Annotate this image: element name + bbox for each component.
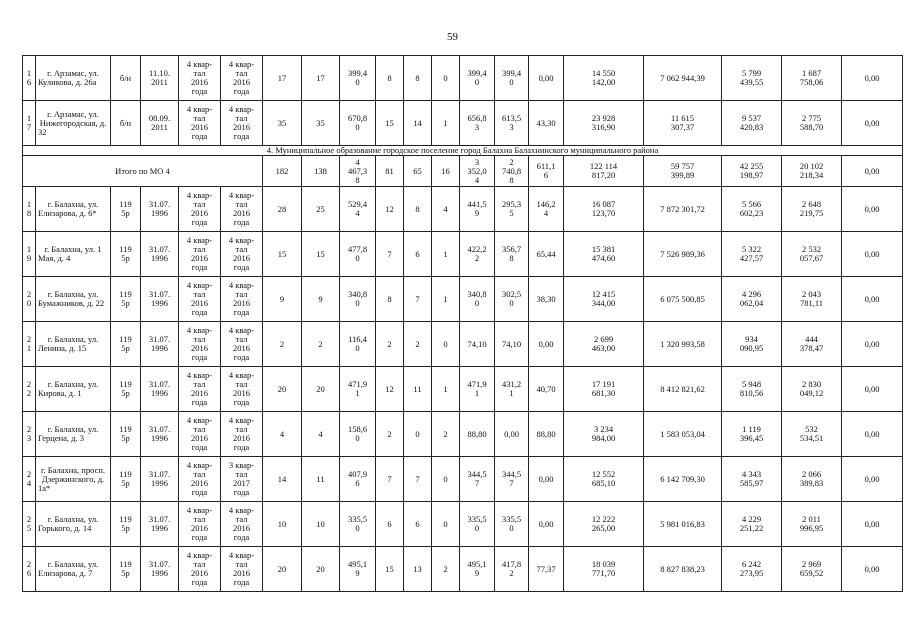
cell-10: 7	[376, 457, 404, 502]
table-row	[23, 322, 903, 367]
document-date: 31.07. 1996	[141, 547, 179, 592]
cell-17: 6 142 709,30	[644, 457, 722, 502]
cell-15: 0,00	[529, 56, 564, 101]
cell-10: 6	[376, 502, 404, 547]
cell-15: 146,2 4	[529, 187, 564, 232]
cell-16: 2 699 463,00	[564, 322, 644, 367]
section-row	[23, 146, 903, 156]
cell-12: 0	[432, 457, 460, 502]
cell-14: 417,8 2	[495, 547, 529, 592]
cell-19: 532 534,51	[782, 412, 842, 457]
cell-18: 934 090,95	[722, 322, 782, 367]
document-number: б/н	[111, 101, 141, 146]
total-cell-7: 182	[263, 156, 302, 187]
cell-17: 6 075 500,85	[644, 277, 722, 322]
cell-11: 11	[404, 367, 432, 412]
cell-12: 1	[432, 232, 460, 277]
address: г. Балахна, ул. Ленина, д. 15	[36, 322, 111, 367]
table-row	[23, 277, 903, 322]
address: г. Балахна, просп. Дзержинского, д. 1а*	[36, 457, 111, 502]
cell-10: 7	[376, 232, 404, 277]
cell-16: 18 039 771,70	[564, 547, 644, 592]
document-number: 119 5р	[111, 412, 141, 457]
table-row	[23, 101, 903, 146]
row-index: 2 2	[23, 367, 36, 412]
cell-13: 335,5 0	[460, 502, 495, 547]
row-index: 2 3	[23, 412, 36, 457]
total-cell-8: 138	[302, 156, 340, 187]
cell-13: 471,9 1	[460, 367, 495, 412]
cell-15: 65,44	[529, 232, 564, 277]
cell-18: 5 799 439,55	[722, 56, 782, 101]
cell-18: 5 322 427,57	[722, 232, 782, 277]
cell-20: 0,00	[842, 277, 903, 322]
plan-start-quarter: 4 квар- тал 2016 года	[179, 412, 221, 457]
document-number: 119 5р	[111, 187, 141, 232]
cell-20: 0,00	[842, 322, 903, 367]
total-cell-12: 16	[432, 156, 460, 187]
cell-17: 1 583 053,04	[644, 412, 722, 457]
cell-20: 0,00	[842, 412, 903, 457]
total-cell-13: 3 352,0 4	[460, 156, 495, 187]
cell-18: 5 566 602,23	[722, 187, 782, 232]
plan-end-quarter: 4 квар- тал 2016 года	[221, 232, 263, 277]
plan-start-quarter: 4 квар- тал 2016 года	[179, 502, 221, 547]
cell-13: 340,8 0	[460, 277, 495, 322]
cell-16: 12 415 344,00	[564, 277, 644, 322]
total-label: Итого по МО 4	[23, 156, 263, 187]
document-date: 31.07. 1996	[141, 322, 179, 367]
cell-19: 2 775 588,70	[782, 101, 842, 146]
document-number: 119 5р	[111, 232, 141, 277]
document-date: 08.09. 2011	[141, 101, 179, 146]
plan-start-quarter: 4 квар- тал 2016 года	[179, 56, 221, 101]
cell-10: 8	[376, 56, 404, 101]
table-row	[23, 547, 903, 592]
cell-8: 35	[302, 101, 340, 146]
plan-start-quarter: 4 квар- тал 2016 года	[179, 187, 221, 232]
row-index: 2 4	[23, 457, 36, 502]
document-date: 31.07. 1996	[141, 232, 179, 277]
total-cell-18: 42 255 198,97	[722, 156, 782, 187]
document-date: 31.07. 1996	[141, 277, 179, 322]
cell-20: 0,00	[842, 232, 903, 277]
cell-9: 670,8 0	[340, 101, 376, 146]
cell-11: 13	[404, 547, 432, 592]
cell-10: 2	[376, 412, 404, 457]
cell-17: 7 062 944,39	[644, 56, 722, 101]
cell-16: 23 928 316,90	[564, 101, 644, 146]
cell-20: 0,00	[842, 101, 903, 146]
cell-10: 15	[376, 547, 404, 592]
cell-12: 4	[432, 187, 460, 232]
total-cell-9: 4 467,3 8	[340, 156, 376, 187]
address: г. Арзамас, ул. Куликова, д. 26а	[36, 56, 111, 101]
cell-7: 10	[263, 502, 302, 547]
cell-7: 20	[263, 367, 302, 412]
row-index: 2 6	[23, 547, 36, 592]
cell-12: 2	[432, 412, 460, 457]
cell-13: 88,80	[460, 412, 495, 457]
address: г. Балахна, ул. Елизарова, д. 7	[36, 547, 111, 592]
section-title: 4. Муниципальное образование городское поселение город Балахна Балахнинского муниципального района	[23, 146, 903, 156]
cell-18: 9 537 420,83	[722, 101, 782, 146]
row-index: 1 7	[23, 101, 36, 146]
total-cell-16: 122 114 817,20	[564, 156, 644, 187]
cell-7: 4	[263, 412, 302, 457]
cell-19: 2 648 219,75	[782, 187, 842, 232]
cell-11: 8	[404, 56, 432, 101]
address: г. Балахна, ул. Горького, д. 14	[36, 502, 111, 547]
plan-end-quarter: 3 квар- тал 2017 года	[221, 457, 263, 502]
cell-16: 12 552 685,10	[564, 457, 644, 502]
cell-8: 25	[302, 187, 340, 232]
cell-11: 0	[404, 412, 432, 457]
cell-14: 399,4 0	[495, 56, 529, 101]
housing-resettlement-table	[22, 55, 903, 592]
cell-20: 0,00	[842, 457, 903, 502]
total-cell-14: 2 740,8 8	[495, 156, 529, 187]
address: г. Балахна, ул. Бумажников, д. 22	[36, 277, 111, 322]
cell-13: 344,5 7	[460, 457, 495, 502]
address: г. Балахна, ул. Герцена, д. 3	[36, 412, 111, 457]
plan-start-quarter: 4 квар- тал 2016 года	[179, 232, 221, 277]
cell-13: 74,10	[460, 322, 495, 367]
row-index: 2 0	[23, 277, 36, 322]
cell-11: 6	[404, 232, 432, 277]
plan-start-quarter: 4 квар- тал 2016 года	[179, 277, 221, 322]
cell-17: 1 320 993,58	[644, 322, 722, 367]
cell-20: 0,00	[842, 367, 903, 412]
cell-19: 2 011 996,95	[782, 502, 842, 547]
cell-11: 7	[404, 457, 432, 502]
cell-20: 0,00	[842, 547, 903, 592]
cell-17: 7 872 301,72	[644, 187, 722, 232]
plan-start-quarter: 4 квар- тал 2016 года	[179, 367, 221, 412]
cell-14: 335,5 0	[495, 502, 529, 547]
cell-9: 407,9 6	[340, 457, 376, 502]
document-number: 119 5р	[111, 457, 141, 502]
cell-16: 15 381 474,60	[564, 232, 644, 277]
document-date: 11.10. 2011	[141, 56, 179, 101]
cell-8: 10	[302, 502, 340, 547]
document-number: 119 5р	[111, 502, 141, 547]
cell-20: 0,00	[842, 56, 903, 101]
cell-9: 399,4 0	[340, 56, 376, 101]
plan-end-quarter: 4 квар- тал 2016 года	[221, 367, 263, 412]
cell-19: 2 830 049,12	[782, 367, 842, 412]
cell-14: 74,10	[495, 322, 529, 367]
cell-10: 2	[376, 322, 404, 367]
cell-7: 28	[263, 187, 302, 232]
plan-end-quarter: 4 квар- тал 2016 года	[221, 277, 263, 322]
document-date: 31.07. 1996	[141, 187, 179, 232]
cell-15: 43,30	[529, 101, 564, 146]
cell-12: 0	[432, 502, 460, 547]
cell-7: 35	[263, 101, 302, 146]
cell-16: 14 550 142,00	[564, 56, 644, 101]
cell-7: 20	[263, 547, 302, 592]
cell-17: 8 827 838,23	[644, 547, 722, 592]
plan-end-quarter: 4 квар- тал 2016 года	[221, 101, 263, 146]
document-date: 31.07. 1996	[141, 457, 179, 502]
document-number: 119 5р	[111, 547, 141, 592]
document-date: 31.07. 1996	[141, 412, 179, 457]
cell-17: 5 981 016,83	[644, 502, 722, 547]
cell-16: 17 191 681,30	[564, 367, 644, 412]
document-date: 31.07. 1996	[141, 367, 179, 412]
document-number: 119 5р	[111, 367, 141, 412]
cell-14: 344,5 7	[495, 457, 529, 502]
cell-18: 1 119 396,45	[722, 412, 782, 457]
document-number: б/н	[111, 56, 141, 101]
cell-19: 1 687 758,06	[782, 56, 842, 101]
cell-17: 11 615 307,37	[644, 101, 722, 146]
cell-13: 495,1 9	[460, 547, 495, 592]
cell-7: 17	[263, 56, 302, 101]
plan-start-quarter: 4 квар- тал 2016 года	[179, 101, 221, 146]
cell-18: 5 948 810,56	[722, 367, 782, 412]
cell-9: 477,8 0	[340, 232, 376, 277]
cell-12: 0	[432, 56, 460, 101]
total-cell-19: 20 102 218,34	[782, 156, 842, 187]
cell-9: 116,4 0	[340, 322, 376, 367]
cell-14: 356,7 8	[495, 232, 529, 277]
cell-19: 2 043 781,11	[782, 277, 842, 322]
document-date: 31.07. 1996	[141, 502, 179, 547]
plan-end-quarter: 4 квар- тал 2016 года	[221, 502, 263, 547]
row-index: 2 5	[23, 502, 36, 547]
cell-16: 12 222 265,00	[564, 502, 644, 547]
cell-8: 15	[302, 232, 340, 277]
cell-18: 4 296 062,04	[722, 277, 782, 322]
cell-8: 9	[302, 277, 340, 322]
table-row	[23, 502, 903, 547]
cell-15: 38,30	[529, 277, 564, 322]
row-index: 1 9	[23, 232, 36, 277]
cell-14: 0,00	[495, 412, 529, 457]
cell-13: 441,5 9	[460, 187, 495, 232]
plan-start-quarter: 4 квар- тал 2016 года	[179, 457, 221, 502]
address: г. Арзамас, ул. Нижегородская, д. 32	[36, 101, 111, 146]
plan-end-quarter: 4 квар- тал 2016 года	[221, 187, 263, 232]
cell-12: 2	[432, 547, 460, 592]
cell-19: 2 066 389,83	[782, 457, 842, 502]
plan-end-quarter: 4 квар- тал 2016 года	[221, 322, 263, 367]
cell-7: 15	[263, 232, 302, 277]
plan-end-quarter: 4 квар- тал 2016 года	[221, 412, 263, 457]
cell-8: 20	[302, 547, 340, 592]
cell-13: 656,8 3	[460, 101, 495, 146]
cell-11: 14	[404, 101, 432, 146]
cell-10: 15	[376, 101, 404, 146]
table-row	[23, 187, 903, 232]
cell-7: 2	[263, 322, 302, 367]
cell-15: 0,00	[529, 502, 564, 547]
cell-16: 3 234 984,00	[564, 412, 644, 457]
cell-14: 302,5 0	[495, 277, 529, 322]
cell-12: 1	[432, 367, 460, 412]
address: г. Балахна, ул. Елизарова, д. 6*	[36, 187, 111, 232]
cell-11: 8	[404, 187, 432, 232]
table-row	[23, 232, 903, 277]
cell-17: 7 526 989,36	[644, 232, 722, 277]
cell-15: 77,37	[529, 547, 564, 592]
total-cell-20: 0,00	[842, 156, 903, 187]
cell-14: 613,5 3	[495, 101, 529, 146]
total-row	[23, 156, 903, 187]
cell-20: 0,00	[842, 502, 903, 547]
cell-7: 14	[263, 457, 302, 502]
cell-12: 1	[432, 101, 460, 146]
cell-15: 88,80	[529, 412, 564, 457]
cell-12: 1	[432, 277, 460, 322]
document-number: 119 5р	[111, 322, 141, 367]
cell-9: 471,9 1	[340, 367, 376, 412]
cell-19: 2 969 659,52	[782, 547, 842, 592]
cell-8: 2	[302, 322, 340, 367]
address: г. Балахна, ул. Кирова, д. 1	[36, 367, 111, 412]
row-index: 1 8	[23, 187, 36, 232]
plan-start-quarter: 4 квар- тал 2016 года	[179, 322, 221, 367]
cell-8: 11	[302, 457, 340, 502]
plan-end-quarter: 4 квар- тал 2016 года	[221, 56, 263, 101]
cell-18: 4 343 585,97	[722, 457, 782, 502]
cell-9: 340,8 0	[340, 277, 376, 322]
table-row	[23, 457, 903, 502]
cell-9: 529,4 4	[340, 187, 376, 232]
cell-10: 8	[376, 277, 404, 322]
row-index: 1 6	[23, 56, 36, 101]
cell-19: 2 532 057,67	[782, 232, 842, 277]
cell-8: 20	[302, 367, 340, 412]
cell-16: 16 087 123,70	[564, 187, 644, 232]
cell-11: 6	[404, 502, 432, 547]
cell-12: 0	[432, 322, 460, 367]
total-cell-15: 611,1 6	[529, 156, 564, 187]
plan-start-quarter: 4 квар- тал 2016 года	[179, 547, 221, 592]
table-row	[23, 367, 903, 412]
cell-8: 17	[302, 56, 340, 101]
cell-15: 0,00	[529, 322, 564, 367]
cell-8: 4	[302, 412, 340, 457]
plan-end-quarter: 4 квар- тал 2016 года	[221, 547, 263, 592]
table-row	[23, 412, 903, 457]
cell-7: 9	[263, 277, 302, 322]
cell-19: 444 378,47	[782, 322, 842, 367]
cell-11: 2	[404, 322, 432, 367]
cell-9: 158,6 0	[340, 412, 376, 457]
row-index: 2 1	[23, 322, 36, 367]
total-cell-17: 59 757 399,89	[644, 156, 722, 187]
total-cell-11: 65	[404, 156, 432, 187]
cell-10: 12	[376, 367, 404, 412]
cell-20: 0,00	[842, 187, 903, 232]
cell-13: 399,4 0	[460, 56, 495, 101]
cell-15: 0,00	[529, 457, 564, 502]
cell-14: 431,2 1	[495, 367, 529, 412]
cell-18: 4 229 251,22	[722, 502, 782, 547]
cell-9: 495,1 9	[340, 547, 376, 592]
address: г. Балахна, ул. 1 Мая, д. 4	[36, 232, 111, 277]
table-row	[23, 56, 903, 101]
cell-9: 335,5 0	[340, 502, 376, 547]
cell-11: 7	[404, 277, 432, 322]
cell-17: 8 412 821,62	[644, 367, 722, 412]
cell-15: 40,70	[529, 367, 564, 412]
document-number: 119 5р	[111, 277, 141, 322]
cell-18: 6 242 273,95	[722, 547, 782, 592]
cell-13: 422,2 2	[460, 232, 495, 277]
cell-10: 12	[376, 187, 404, 232]
cell-14: 295,3 5	[495, 187, 529, 232]
page-number: 59	[447, 31, 458, 43]
total-cell-10: 81	[376, 156, 404, 187]
